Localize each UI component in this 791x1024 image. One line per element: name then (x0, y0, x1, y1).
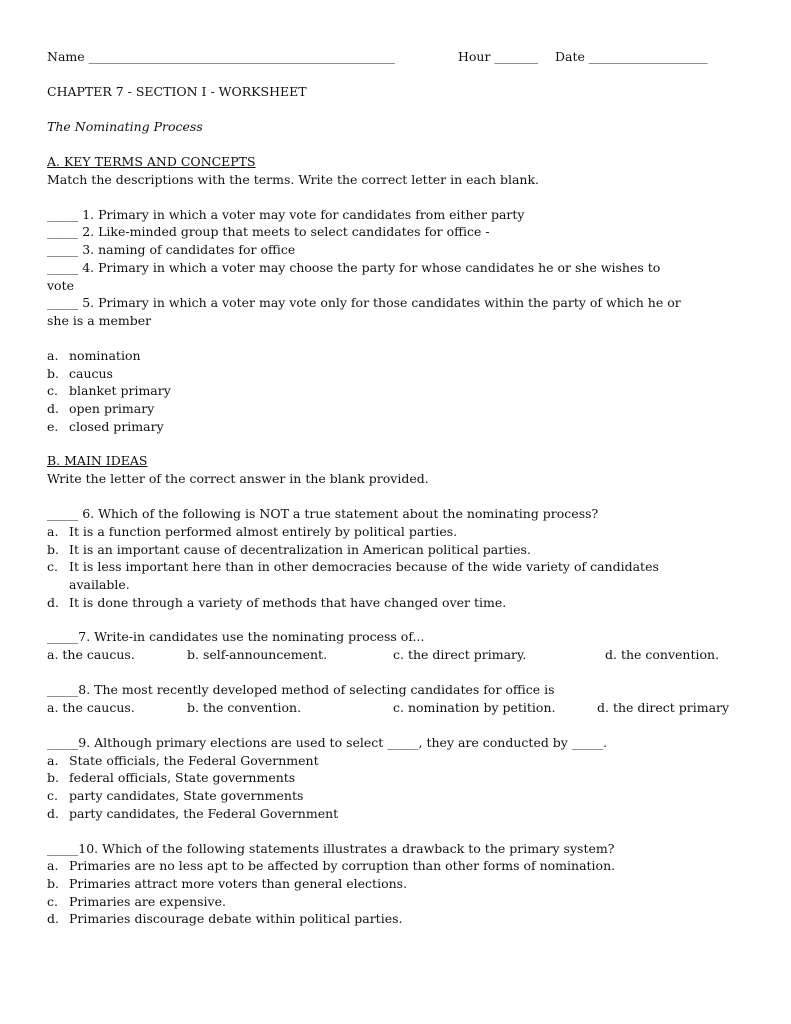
q9-option-b: b. federal officials, State governments (47, 770, 296, 785)
term-a: a. nomination (47, 348, 141, 363)
q8-option-a: a. the caucus. (47, 700, 135, 715)
q7-option-c: c. the direct primary. (393, 647, 527, 662)
matching-item-4: _____ 4. Primary in which a voter may choose the party for whose candidates he or she wishes to (47, 260, 661, 275)
term-c: c. blanket primary (47, 383, 171, 398)
matching-item-4-cont: vote (47, 278, 75, 293)
q10-option-a: a. Primaries are no less apt to be affected by corruption than other forms of nomination. (47, 858, 616, 873)
question-8: _____8. The most recently developed method of selecting candidates for office is (47, 682, 555, 697)
term-e: e. closed primary (47, 419, 164, 434)
question-10: _____10. Which of the following statements illustrates a drawback to the primary system? (47, 841, 615, 856)
q7-option-b: b. self-announcement. (187, 647, 328, 662)
section-b-heading: B. MAIN IDEAS (47, 453, 148, 468)
question-7: _____7. Write-in candidates use the nominating process of... (47, 629, 425, 644)
page-title: CHAPTER 7 - SECTION I - WORKSHEET (47, 84, 307, 99)
q6-option-d: d. It is done through a variety of methods that have changed over time. (47, 595, 507, 610)
q9-option-a: a. State officials, the Federal Government (47, 753, 319, 768)
q6-option-a: a. It is a function performed almost entirely by political parties. (47, 524, 458, 539)
matching-item-2: _____ 2. Like-minded group that meets to select candidates for office - (47, 224, 490, 239)
matching-item-3: _____ 3. naming of candidates for office (47, 242, 296, 257)
section-b-instructions: Write the letter of the correct answer in the blank provided. (47, 471, 429, 486)
term-d: d. open primary (47, 401, 155, 416)
q10-option-d: d. Primaries discourage debate within political parties. (47, 911, 403, 926)
section-a-instructions: Match the descriptions with the terms. Write the correct letter in each blank. (47, 172, 540, 187)
q6-option-c: c. It is less important here than in other democracies because of the wide variety of candidates (47, 559, 659, 574)
section-a-heading: A. KEY TERMS AND CONCEPTS (47, 154, 256, 169)
q9-option-d: d. party candidates, the Federal Government (47, 806, 339, 821)
q10-option-b: b. Primaries attract more voters than general elections. (47, 876, 408, 891)
date-field-label: Date ___________________ (555, 49, 708, 64)
name-field-label: Name _________________________________________________ (47, 49, 395, 64)
hour-field-label: Hour _______ (458, 49, 539, 64)
question-6: _____ 6. Which of the following is NOT a true statement about the nominating process? (47, 506, 599, 521)
q6-option-c-cont: available. (69, 577, 130, 592)
q7-option-a: a. the caucus. (47, 647, 135, 662)
page-subtitle: The Nominating Process (47, 119, 203, 134)
matching-item-5-cont: she is a member (47, 313, 152, 328)
q8-option-d: d. the direct primary (597, 700, 730, 715)
matching-item-5: _____ 5. Primary in which a voter may vote only for those candidates within the party of which he or (47, 295, 681, 310)
q8-option-c: c. nomination by petition. (393, 700, 556, 715)
q10-option-c: c. Primaries are expensive. (47, 894, 226, 909)
q8-option-b: b. the convention. (187, 700, 302, 715)
question-9: _____9. Although primary elections are used to select _____, they are conducted by _____. (47, 735, 608, 750)
term-b: b. caucus (47, 366, 113, 381)
q9-option-c: c. party candidates, State governments (47, 788, 304, 803)
q7-option-d: d. the convention. (605, 647, 720, 662)
matching-item-1: _____ 1. Primary in which a voter may vote for candidates from either party (47, 207, 525, 222)
q6-option-b: b. It is an important cause of decentralization in American political parties. (47, 542, 531, 557)
